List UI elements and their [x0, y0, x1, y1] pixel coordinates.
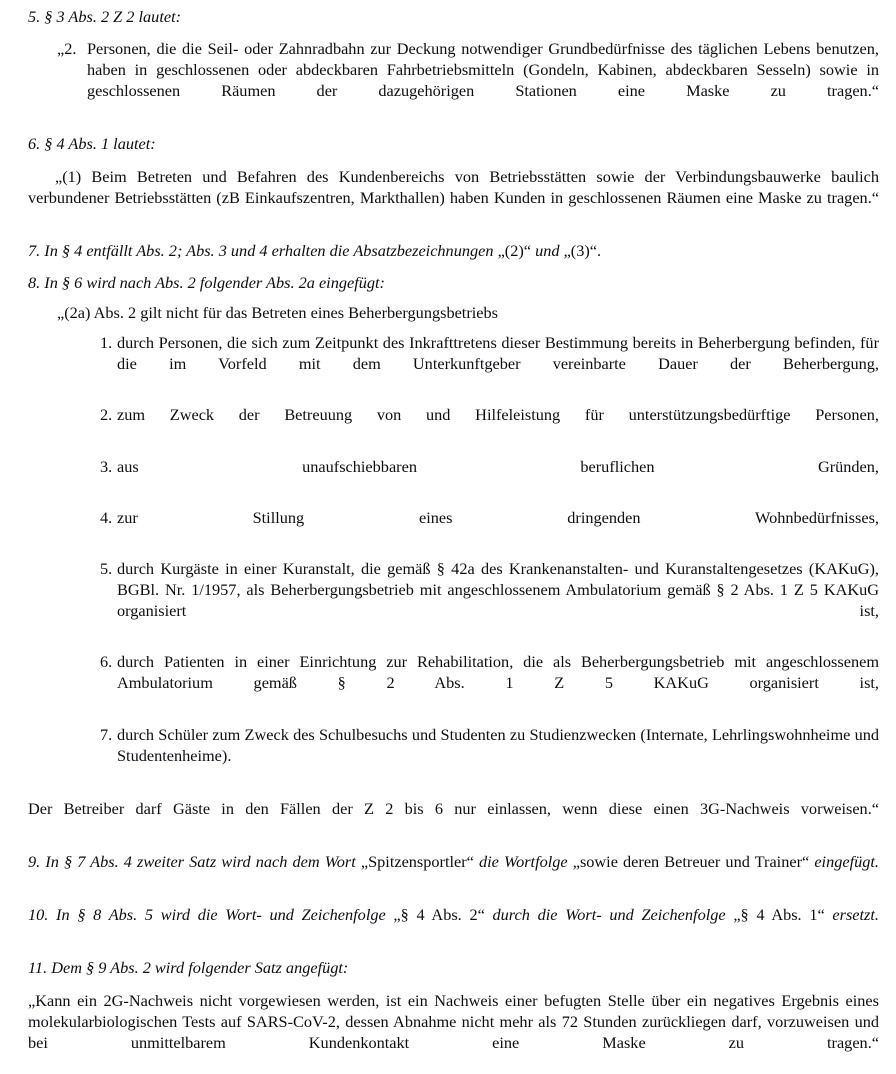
list-item-text: durch Personen, die sich zum Zeitpunkt des Inkrafttretens dieser Bestimmung bereits in Beherbergung befinden, für die im Vorfeld mit dem Unterkunftgeber vereinbarte Dauer der Beherbergung, [117, 333, 879, 374]
quote-marker: „2. [57, 39, 77, 59]
amendment-item-6-heading: 6. § 4 Abs. 1 lautet: [28, 134, 156, 154]
list-item-number: 1. [100, 333, 113, 353]
list-item [100, 507, 879, 549]
item-10-text-part-1: 10. In § 8 Abs. 5 wird die Wort- und Zeichenfolge [28, 905, 394, 925]
list-item-number: 2. [100, 405, 113, 425]
item-10-text-part-2: durch die Wort- und Zeichenfolge [484, 905, 734, 925]
amendment-item-10 [28, 904, 879, 946]
list-item [100, 456, 879, 498]
list-item [100, 404, 879, 446]
list-item-number: 6. [100, 652, 113, 672]
list-item-number: 7. [100, 724, 113, 744]
item-7-text-part-3: . [597, 240, 602, 260]
list-item-text: aus unaufschiebbaren beruflichen Gründen, [117, 456, 879, 476]
item-7-quoted-b: „(3)“ [563, 240, 597, 260]
amendment-item-8-heading: 8. In § 6 wird nach Abs. 2 folgender Abs. 2a eingefügt: [28, 272, 385, 292]
item-9-text-part-1: 9. In § 7 Abs. 4 zweiter Satz wird nach dem Wort [28, 852, 361, 872]
item-7-quoted-a: „(2)“ [497, 240, 531, 260]
list-item-text: durch Patienten in einer Einrichtung zur Rehabilitation, die als Beherbergungsbetrieb mit angeschlossenem Ambulatorium gemäß § 2 Abs. 1 Z 5 KAKuG organisiert ist, [117, 652, 879, 693]
list-item [100, 651, 879, 714]
item-9-text-part-3: eingefügt. [809, 852, 879, 872]
quote-text: Personen, die die Seil- oder Zahnradbahn zur Deckung notwendiger Grundbedürfnisse des täglichen Lebens benutzen, haben in geschlossenen oder abdeckbaren Fahrbetriebsmitteln (Gondeln, Kabinen, abdeckbaren Sesseln) sowie in geschlossenen Räumen der dazugehörigen Stationen eine Maske zu tragen.“ [87, 39, 879, 101]
item-10-text-part-3: ersetzt. [824, 905, 879, 925]
list-item [100, 724, 879, 787]
amendment-item-11-heading: 11. Dem § 9 Abs. 2 wird folgender Satz angefügt: [28, 958, 349, 978]
list-item-number: 5. [100, 558, 113, 578]
list-item [100, 332, 879, 395]
item-9-quoted-b: „sowie deren Betreuer und Trainer“ [572, 852, 810, 872]
amendment-item-8-sub-lead: „(2a) Abs. 2 gilt nicht für das Betreten eines Beherbergungsbetriebs [57, 303, 498, 323]
amendment-item-11-quote: „Kann ein 2G-Nachweis nicht vorgewiesen werden, ist ein Nachweis einer befugten Stelle über ein negatives Ergebnis eines molekularbiologischen Tests auf SARS-CoV-2, dessen Abnahme nicht mehr als 72 Stunden zurückliegen darf, vorzuweisen und bei unmittelbarem Kundenkontakt eine Maske zu tragen.“ [28, 990, 879, 1052]
list-item-text: zur Stillung eines dringenden Wohnbedürfnisses, [117, 507, 879, 527]
amendment-item-6-quote: „(1) Beim Betreten und Befahren des Kundenbereichs von Betriebsstätten sowie der Verbindungsbauwerke baulich verbundener Betriebsstätten (zB Einkaufszentren, Markthallen) haben Kunden in geschlossenen Räumen eine Maske zu tragen.“ [28, 166, 879, 207]
amendment-item-8-list [28, 332, 879, 787]
list-item [100, 558, 879, 642]
item-9-text-part-2: die Wortfolge [473, 852, 573, 872]
amendment-item-7-heading [28, 240, 879, 261]
item-7-text-part-1: 7. In § 4 entfällt Abs. 2; Abs. 3 und 4 erhalten die Absatzbezeichnungen [28, 240, 498, 260]
list-item-text: durch Kurgäste in einer Kuranstalt, die gemäß § 42a des Krankenanstalten- und Kuranstaltengesetzes (KAKuG), BGBl. Nr. 1/1957, als Beherbergungsbetrieb mit angeschlossenem Ambulatorium gemäß § 2 Abs. 1 Z 5 KAKuG organisiert ist, [117, 558, 879, 621]
item-10-quoted-a: „§ 4 Abs. 2“ [393, 905, 485, 925]
amendment-item-5-heading: 5. § 3 Abs. 2 Z 2 lautet: [28, 7, 182, 26]
amendment-item-9 [28, 851, 879, 893]
list-item-text: zum Zweck der Betreuung von und Hilfeleistung für unterstützungsbedürftige Personen, [117, 405, 879, 425]
item-7-text-part-2: und [531, 240, 564, 260]
amendment-item-8-closing: Der Betreiber darf Gäste in den Fällen der Z 2 bis 6 nur einlassen, wenn diese einen 3G-Nachweis vorweisen.“ [28, 798, 879, 818]
list-item-number: 3. [100, 456, 113, 476]
amendment-item-5-quote [57, 38, 879, 122]
list-item-text: durch Schüler zum Zweck des Schulbesuchs und Studenten zu Studienzwecken (Internate, Lehrlingswohnheime und Studentenheime). [117, 724, 879, 765]
item-9-quoted-a: „Spitzensportler“ [360, 852, 474, 872]
list-item-number: 4. [100, 507, 113, 527]
item-10-quoted-b: „§ 4 Abs. 1“ [733, 905, 825, 925]
